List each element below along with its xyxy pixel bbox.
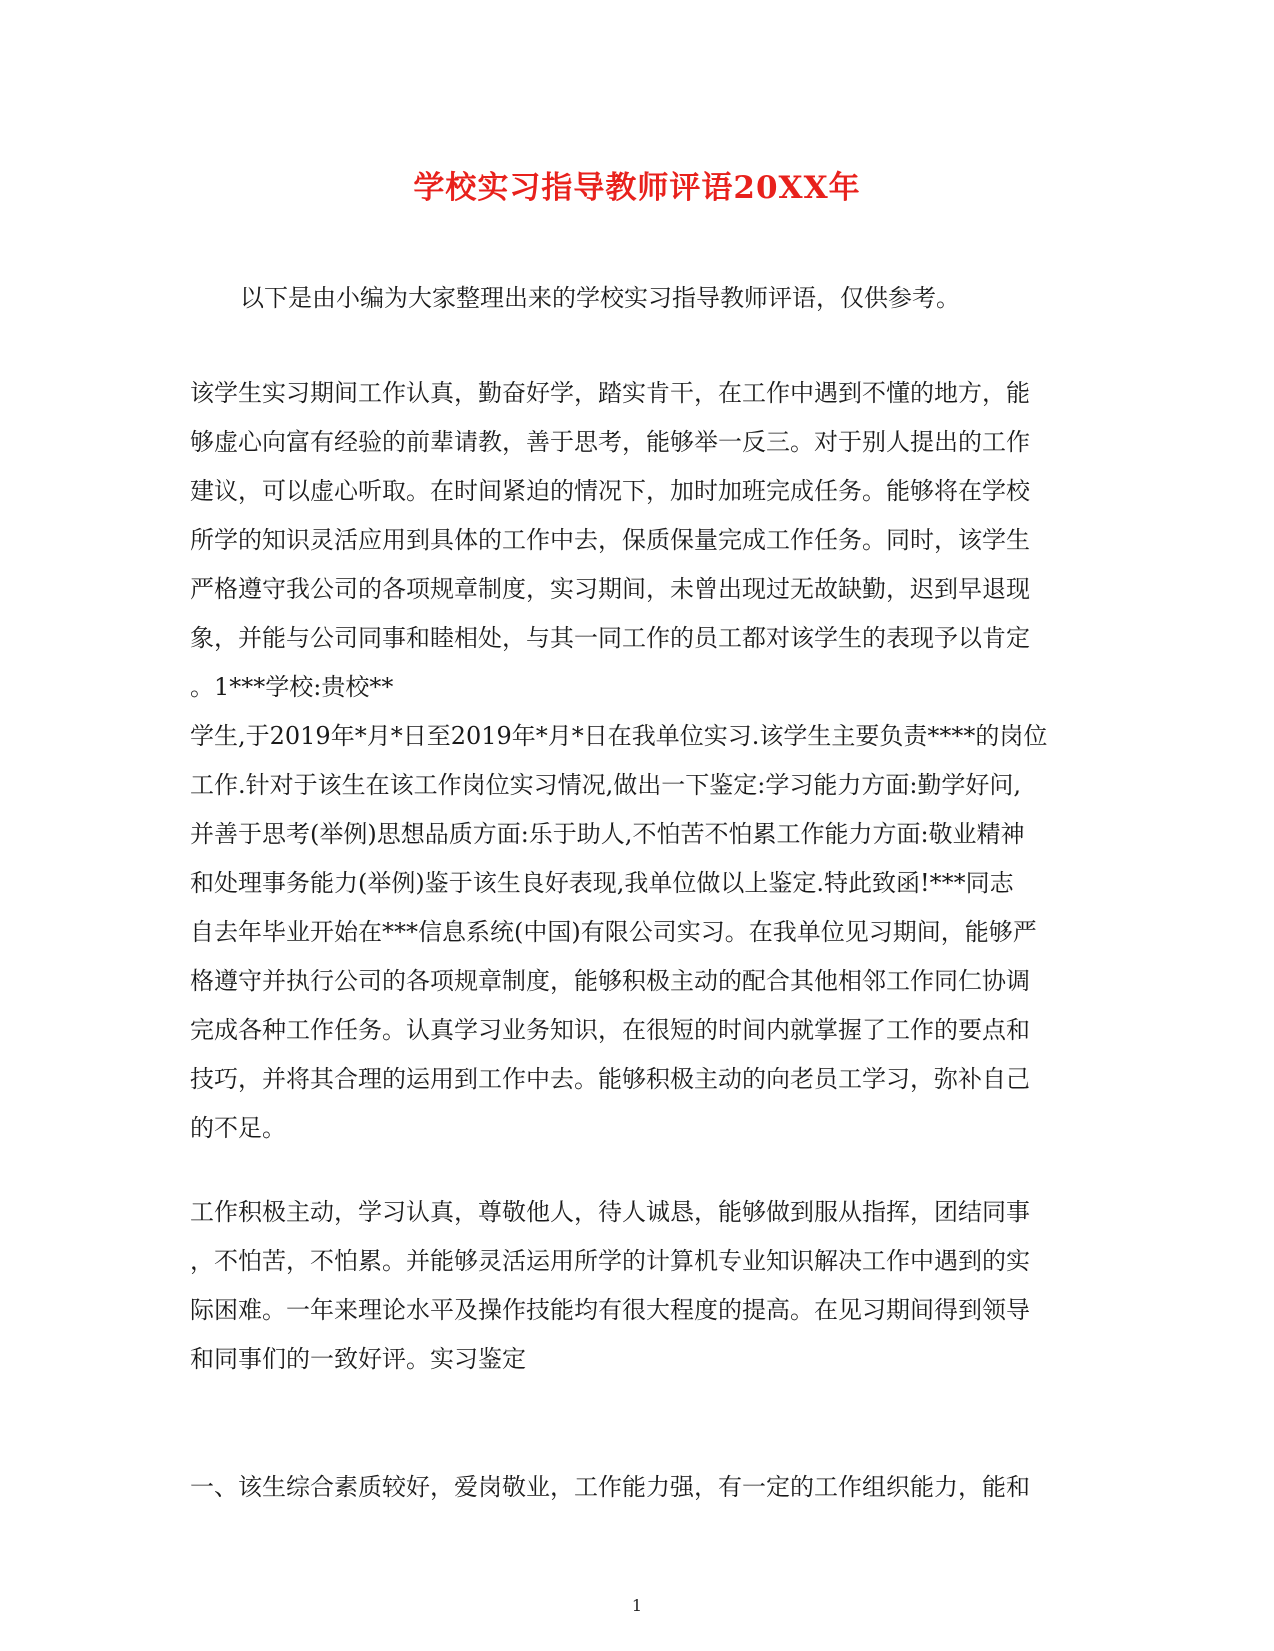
text-line: 完成各种工作任务。认真学习业务知识，在很短的时间内就掌握了工作的要点和: [190, 1016, 1030, 1044]
text-line: 技巧，并将其合理的运用到工作中去。能够积极主动的向老员工学习，弥补自己: [190, 1065, 1030, 1093]
text-line: 自去年毕业开始在***信息系统(中国)有限公司实习。在我单位见习期间，能够严: [190, 918, 1037, 946]
text-line: 的不足。: [190, 1114, 286, 1142]
intro-paragraph: 以下是由小编为大家整理出来的学校实习指导教师评语，仅供参考。: [240, 284, 960, 312]
page-number: 1: [631, 1596, 643, 1615]
paragraph-3: [190, 1463, 1090, 1512]
text-line: 和同事们的一致好评。实习鉴定: [190, 1345, 526, 1373]
text-line: 和处理事务能力(举例)鉴于该生良好表现,我单位做以上鉴定.特此致函!***同志: [190, 869, 1014, 897]
text-line: 学生,于2019年*月*日至2019年*月*日在我单位实习.该学生主要负责****的岗位: [190, 722, 1048, 750]
text-line: 该学生实习期间工作认真，勤奋好学，踏实肯干，在工作中遇到不懂的地方，能: [190, 379, 1030, 407]
text-line: 工作积极主动，学习认真，尊敬他人，待人诚恳，能够做到服从指挥，团结同事: [190, 1198, 1030, 1226]
text-line: 一、该生综合素质较好，爱岗敬业，工作能力强，有一定的工作组织能力，能和: [190, 1473, 1030, 1501]
text-line: 象，并能与公司同事和睦相处，与其一同工作的员工都对该学生的表现予以肯定: [190, 624, 1030, 652]
text-line: 建议，可以虚心听取。在时间紧迫的情况下，加时加班完成任务。能够将在学校: [190, 477, 1030, 505]
text-line: 所学的知识灵活应用到具体的工作中去，保质保量完成工作任务。同时，该学生: [190, 526, 1030, 554]
text-line: 并善于思考(举例)思想品质方面:乐于助人,不怕苦不怕累工作能力方面:敬业精神: [190, 820, 1025, 848]
text-line: 严格遵守我公司的各项规章制度，实习期间，未曾出现过无故缺勤，迟到早退现: [190, 575, 1030, 603]
text-line: 际困难。一年来理论水平及操作技能均有很大程度的提高。在见习期间得到领导: [190, 1296, 1030, 1324]
paragraph-2: [190, 1188, 1090, 1384]
document-title: 学校实习指导教师评语20XX年: [413, 170, 861, 206]
paragraph-1: [190, 369, 1090, 1153]
text-line: 够虚心向富有经验的前辈请教，善于思考，能够举一反三。对于别人提出的工作: [190, 428, 1030, 456]
text-line: 格遵守并执行公司的各项规章制度，能够积极主动的配合其他相邻工作同仁协调: [190, 967, 1030, 995]
text-line: ，不怕苦，不怕累。并能够灵活运用所学的计算机专业知识解决工作中遇到的实: [190, 1247, 1030, 1275]
text-line: 工作.针对于该生在该工作岗位实习情况,做出一下鉴定:学习能力方面:勤学好问,: [190, 771, 1022, 799]
text-line: 。1***学校:贵校**: [190, 673, 394, 701]
